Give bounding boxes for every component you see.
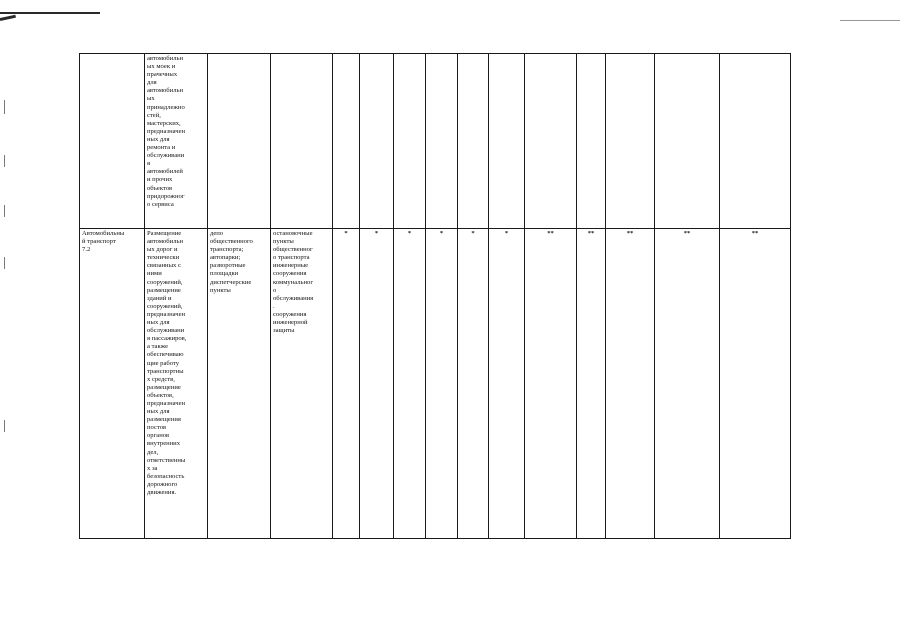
cell-name (80, 54, 145, 229)
scan-edge-left (4, 205, 5, 217)
cell-description (145, 54, 208, 229)
cell-aux (271, 229, 333, 539)
param-mark: * (360, 229, 394, 539)
param-mark: * (458, 229, 489, 539)
aux-text: остановочные пункты общественног о транспорта инженерные сооружения коммунальног о обслуживания . сооружения инженерной защиты (273, 230, 314, 335)
objects-text: депо общественного транспорта; автопарки; разворотные площадки диспетчерские пункты (210, 230, 253, 294)
param-mark: ** (720, 229, 791, 539)
scan-edge-left (4, 100, 5, 114)
param-mark: * (489, 229, 525, 539)
description-text: автомобильн ых моек и прачечных для автомобильн ых принадлежно стей, мастерских, предназначен ных для ремонта и обслуживани я автомобилей и прочих объектов придорожног о сервиса (147, 55, 186, 208)
cell-param (655, 54, 720, 229)
cell-objects (208, 54, 271, 229)
cell-param (333, 54, 360, 229)
param-mark: * (426, 229, 458, 539)
description-text: Размещение автомобильн ых дорог и технически связанных с ними сооружений, размещение зданий и сооружений, предназначен ных для обслуживани я пассажиров, а также обеспечиваю щие работу транспортны х средств, размещение объектов, предназначен ных для размещения постов органов внутренних дел, ответственны х за безопасность дорожного движения. (147, 230, 187, 496)
cell-param (720, 54, 791, 229)
param-mark: * (394, 229, 426, 539)
param-mark: ** (577, 229, 606, 539)
param-mark: * (333, 229, 360, 539)
use-name: Автомобильны й транспорт 7.2 (82, 230, 125, 254)
scan-edge-left (4, 257, 5, 269)
scan-edge-top-right (840, 20, 900, 21)
cell-param (606, 54, 655, 229)
cell-description (145, 229, 208, 539)
cell-objects (208, 229, 271, 539)
scan-edge-left (4, 420, 5, 432)
cell-param (360, 54, 394, 229)
scan-edge-left (4, 155, 5, 167)
cell-param (394, 54, 426, 229)
cell-name (80, 229, 145, 539)
land-use-table (79, 53, 791, 539)
cell-param (458, 54, 489, 229)
cell-param (525, 54, 577, 229)
table-row (80, 54, 791, 229)
cell-aux (271, 54, 333, 229)
cell-param (426, 54, 458, 229)
cell-param (577, 54, 606, 229)
scan-corner (0, 15, 16, 21)
cell-param (489, 54, 525, 229)
table-row (80, 229, 791, 539)
param-mark: ** (655, 229, 720, 539)
param-mark: ** (606, 229, 655, 539)
param-mark: ** (525, 229, 577, 539)
